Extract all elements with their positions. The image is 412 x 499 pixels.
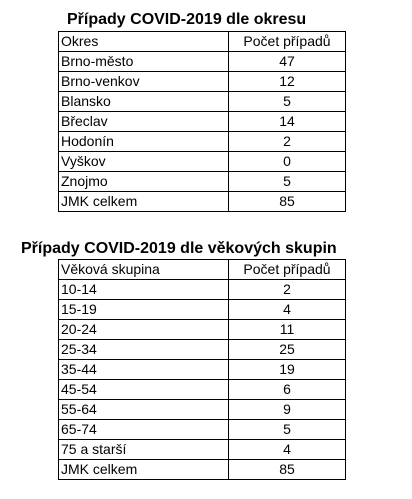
case-count: 4 [229,300,346,320]
district-name: Brno-venkov [59,72,229,92]
age-group: 15-19 [59,300,229,320]
case-count: 11 [229,320,346,340]
total-label: JMK celkem [59,192,229,212]
age-group: 65-74 [59,420,229,440]
table-row [59,132,346,152]
table-row [59,340,346,360]
case-count: 2 [229,132,346,152]
table-row [59,420,346,440]
case-count: 2 [229,280,346,300]
column-header-case-count: Počet případů [229,32,346,52]
case-count: 4 [229,440,346,460]
table-row [59,52,346,72]
table-header-row [59,260,346,280]
district-name: Znojmo [59,172,229,192]
district-cases-table [58,31,346,212]
age-group: 75 a starší [59,440,229,460]
age-group: 25-34 [59,340,229,360]
age-group: 45-54 [59,380,229,400]
case-count: 9 [229,400,346,420]
table-row [59,320,346,340]
district-name: Vyškov [59,152,229,172]
case-count: 47 [229,52,346,72]
column-header-district: Okres [59,32,229,52]
table-total-row [59,460,346,480]
case-count: 5 [229,420,346,440]
table-row [59,300,346,320]
table-total-row [59,192,346,212]
table-row [59,112,346,132]
case-count: 14 [229,112,346,132]
case-count: 0 [229,152,346,172]
total-case-count: 85 [229,192,346,212]
table-row [59,172,346,192]
total-label: JMK celkem [59,460,229,480]
age-group: 20-24 [59,320,229,340]
case-count: 5 [229,92,346,112]
district-name: Blansko [59,92,229,112]
age-table-body [59,260,346,480]
age-group: 10-14 [59,280,229,300]
district-name: Hodonín [59,132,229,152]
case-count: 19 [229,360,346,380]
table-row [59,360,346,380]
age-table-title: Případy COVID-2019 dle věkových skupin [21,240,337,257]
case-count: 5 [229,172,346,192]
column-header-age-group: Věková skupina [59,260,229,280]
table-row [59,380,346,400]
table-row [59,440,346,460]
district-name: Břeclav [59,112,229,132]
age-group: 35-44 [59,360,229,380]
table-row [59,72,346,92]
case-count: 12 [229,72,346,92]
table-row [59,280,346,300]
case-count: 25 [229,340,346,360]
table-header-row [59,32,346,52]
age-group-cases-table [58,259,346,480]
total-case-count: 85 [229,460,346,480]
column-header-case-count: Počet případů [229,260,346,280]
table-row [59,400,346,420]
case-count: 6 [229,380,346,400]
table-row [59,152,346,172]
table-row [59,92,346,112]
district-name: Brno-město [59,52,229,72]
age-group: 55-64 [59,400,229,420]
district-table-title: Případy COVID-2019 dle okresu [67,11,307,28]
district-table-body [59,32,346,212]
